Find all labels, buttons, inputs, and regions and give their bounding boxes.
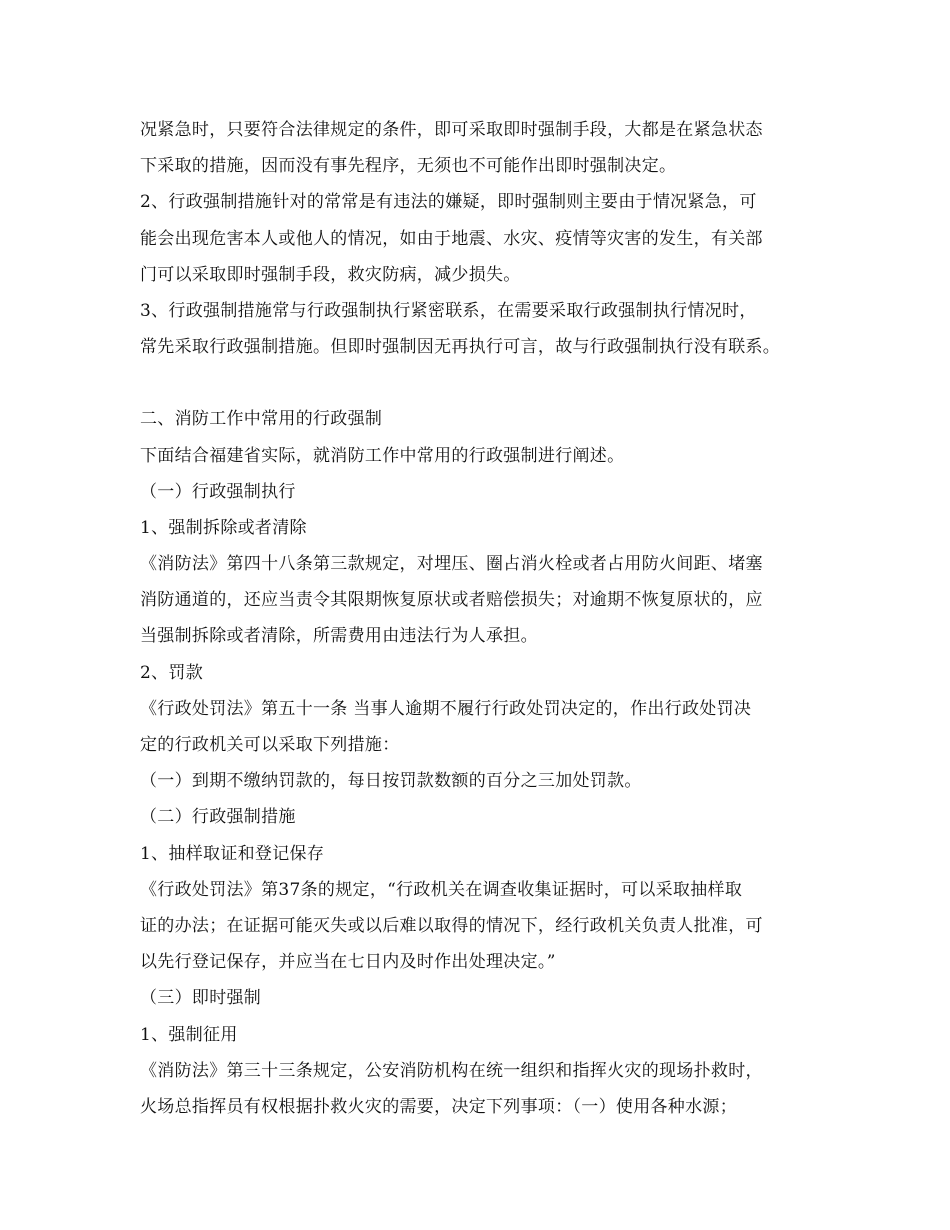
subsection-heading: （三）即时强制	[140, 988, 262, 1009]
paragraph-line: 以先行登记保存，并应当在七日内及时作出处理决定。”	[140, 952, 556, 973]
item-heading: 1、抽样取证和登记保存	[140, 843, 325, 864]
paragraph-line: 门可以采取即时强制手段，救灾防病，减少损失。	[140, 264, 521, 285]
paragraph-line: 3、行政强制措施常与行政强制执行紧密联系，在需要采取行政强制执行情况时，	[140, 300, 757, 321]
document-body	[140, 112, 830, 1125]
paragraph-line: 2、行政强制措施针对的常常是有违法的嫌疑，即时强制则主要由于情况紧急，可	[140, 192, 757, 213]
paragraph-line: 《行政处罚法》第五十一条 当事人逾期不履行行政处罚决定的，作出行政处罚决	[140, 698, 752, 719]
paragraph-line: 况紧急时，只要符合法律规定的条件，即可采取即时强制手段，大都是在紧急状态	[140, 120, 763, 140]
item-heading: 1、强制征用	[140, 1024, 238, 1045]
item-heading: 1、强制拆除或者清除	[140, 517, 307, 538]
paragraph-line: 证的办法；在证据可能灭失或以后难以取得的情况下，经行政机关负责人批准，可	[140, 915, 763, 936]
paragraph-line: 消防通道的，还应当责令其限期恢复原状或者赔偿损失；对逾期不恢复原状的，应	[140, 590, 763, 611]
paragraph-line: （一）到期不缴纳罚款的，每日按罚款数额的百分之三加处罚款。	[140, 771, 642, 792]
paragraph-line: 《消防法》第四十八条第三款规定，对埋压、圈占消火栓或者占用防火间距、堵塞	[140, 554, 763, 575]
section-heading: 二、消防工作中常用的行政强制	[140, 409, 383, 430]
paragraph-line: 下面结合福建省实际，就消防工作中常用的行政强制进行阐述。	[140, 445, 625, 466]
paragraph-line: 《行政处罚法》第37条的规定，“行政机关在调查收集证据时，可以采取抽样取	[140, 879, 743, 900]
subsection-heading: （二）行政强制措施	[140, 807, 296, 828]
paragraph-line: 下采取的措施，因而没有事先程序，无须也不可能作出即时强制决定。	[140, 156, 677, 177]
paragraph-line: 当强制拆除或者清除，所需费用由违法行为人承担。	[140, 626, 538, 647]
paragraph-line: 定的行政机关可以采取下列措施：	[140, 735, 400, 755]
paragraph-spacer	[140, 365, 830, 401]
item-heading: 2、罚款	[140, 662, 204, 683]
subsection-heading: （一）行政强制执行	[140, 481, 296, 502]
paragraph-line: 常先采取行政强制措施。但即时强制因无再执行可言，故与行政强制执行没有联系。	[140, 337, 781, 358]
paragraph-line: 火场总指挥员有权根据扑救火灾的需要，决定下列事项：（一）使用各种水源；	[140, 1096, 737, 1117]
paragraph-line: 能会出现危害本人或他人的情况，如由于地震、水灾、疫情等灾害的发生，有关部	[140, 228, 763, 249]
paragraph-line: 《消防法》第三十三条规定，公安消防机构在统一组织和指挥火灾的现场扑救时，	[140, 1060, 763, 1081]
